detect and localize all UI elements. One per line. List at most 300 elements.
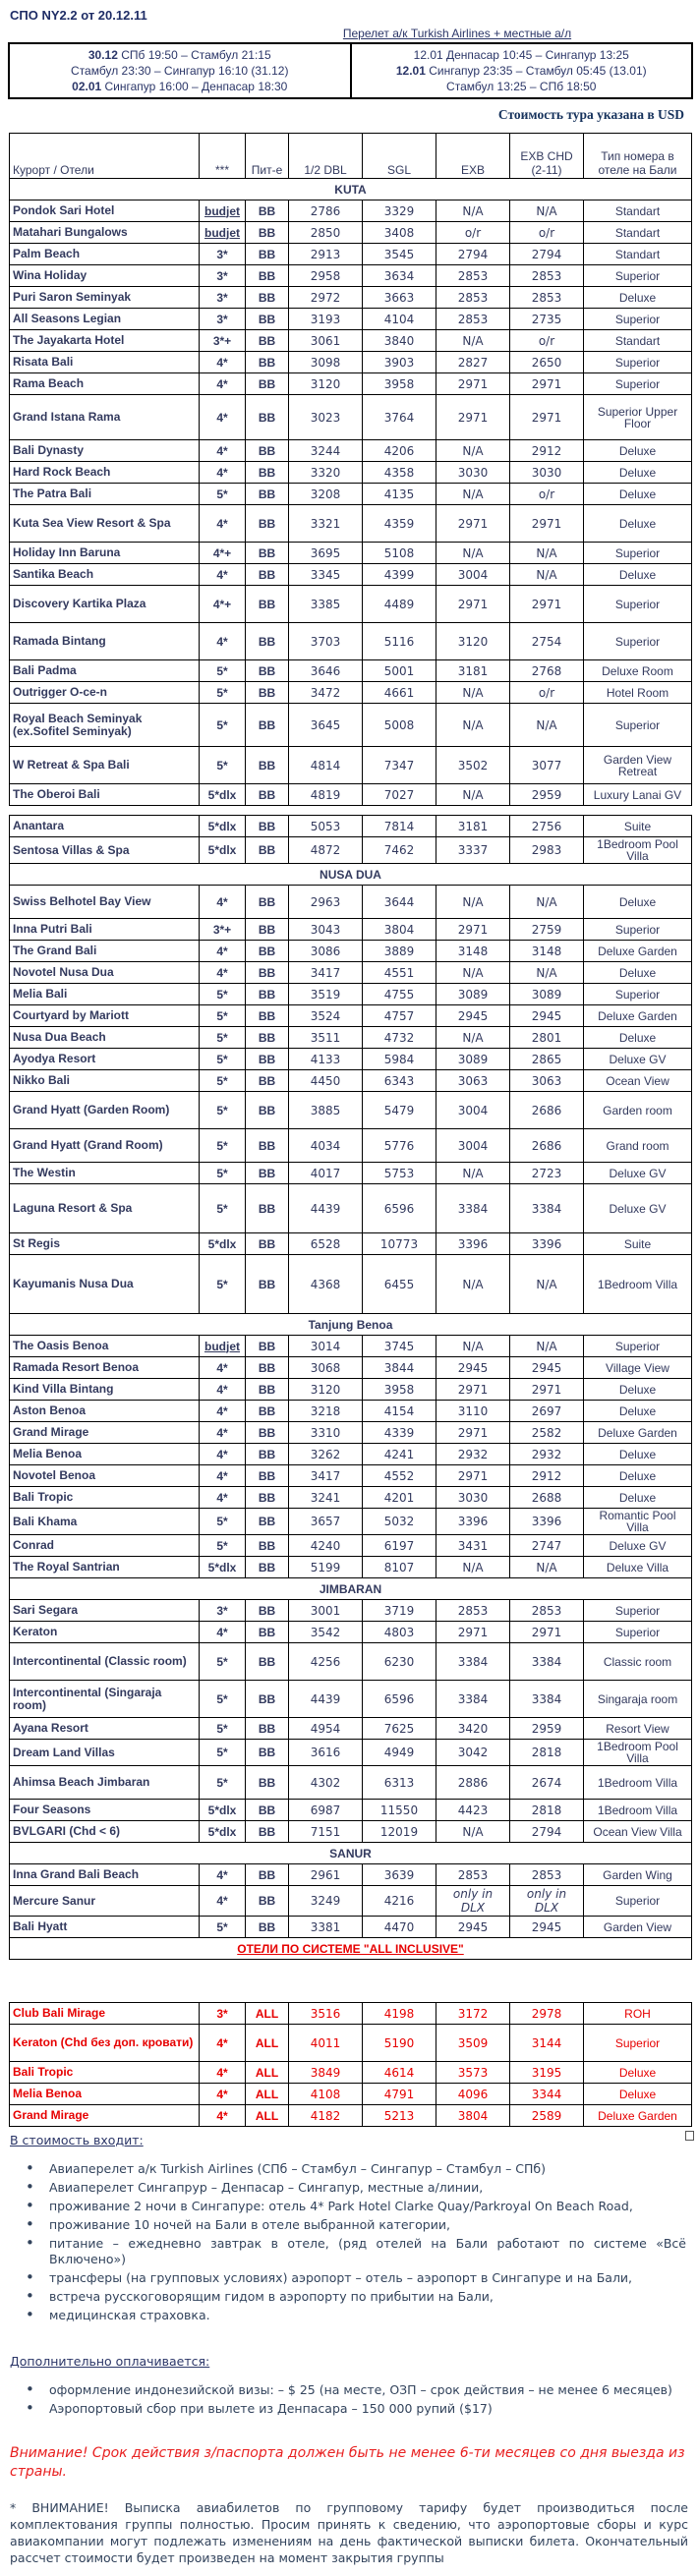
room-type-cell: Deluxe <box>584 1379 692 1401</box>
stars-value: 4* <box>216 376 228 391</box>
exb-chd-price-cell: 2971 <box>510 373 584 395</box>
room-type-cell: Deluxe <box>584 962 692 984</box>
column-header: *** <box>200 134 246 179</box>
stars-value: 4* <box>216 894 228 909</box>
dbl-price-cell: 2786 <box>289 200 363 222</box>
exb-price-cell: 3063 <box>436 1070 510 1092</box>
exb-price-cell: 3420 <box>436 1718 510 1740</box>
stars-value: 3* <box>216 1603 228 1618</box>
meal-cell: BB <box>246 265 289 287</box>
exb-price-cell: 3004 <box>436 1092 510 1129</box>
dbl-price-cell: 3310 <box>289 1422 363 1444</box>
dbl-price-cell: 2850 <box>289 222 363 244</box>
column-header: EXB <box>436 134 510 179</box>
hotel-name-cell: The Oberoi Bali <box>10 784 200 806</box>
section-header-row <box>10 1843 692 1864</box>
table-row <box>10 1357 692 1379</box>
room-type-cell: Singaraja room <box>584 1681 692 1718</box>
room-type-cell: Classic room <box>584 1643 692 1681</box>
exb-price-cell: 2971 <box>436 373 510 395</box>
table-row <box>10 1233 692 1255</box>
sgl-price-cell: 5776 <box>363 1129 436 1163</box>
dbl-price-cell: 4368 <box>289 1255 363 1314</box>
stars-cell <box>200 984 246 1005</box>
exb-chd-price-cell: 2945 <box>510 1917 584 1938</box>
section-header-row <box>10 1578 692 1600</box>
exb-chd-price-cell: 3077 <box>510 747 584 784</box>
section-title: JIMBARAN <box>10 1578 692 1600</box>
hotel-name-cell: Rama Beach <box>10 373 200 395</box>
hotel-name-cell: Bali Tropic <box>10 2062 200 2084</box>
hotel-name-cell: Grand Hyatt (Grand Room) <box>10 1129 200 1163</box>
stars-value: 3*+ <box>212 922 232 937</box>
included-item: • Авиаперелет Сингапрур – Денпасар – Сингапур, местные а/линии, <box>22 2180 686 2196</box>
sgl-price-cell: 3958 <box>363 1379 436 1401</box>
exb-price-cell: N/A <box>436 1163 510 1184</box>
meal-cell: BB <box>246 784 289 806</box>
room-type-cell: Superior <box>584 1886 692 1917</box>
room-type-cell: 1Bedroom Pool Villa <box>584 837 692 864</box>
meal-cell: BB <box>246 747 289 784</box>
exb-price-cell: N/A <box>436 962 510 984</box>
hotel-name-cell: BVLGARI (Chd < 6) <box>10 1821 200 1843</box>
meal-cell: BB <box>246 505 289 543</box>
sgl-price-cell: 5032 <box>363 1509 436 1535</box>
room-type-cell: 1Bedroom Pool Villa <box>584 1740 692 1766</box>
sgl-price-cell: 5984 <box>363 1049 436 1070</box>
stars-cell <box>200 941 246 962</box>
stars-cell <box>200 816 246 837</box>
sgl-price-cell: 7027 <box>363 784 436 806</box>
table-row <box>10 816 692 837</box>
sgl-price-cell: 6596 <box>363 1184 436 1233</box>
exb-chd-price-cell: 2794 <box>510 244 584 265</box>
hotel-name-cell: Royal Beach Seminyak (ex.Sofitel Seminyak) <box>10 704 200 747</box>
table-row <box>10 1444 692 1465</box>
meal-cell: BB <box>246 543 289 564</box>
dbl-price-cell: 3098 <box>289 352 363 373</box>
sgl-price-cell: 6343 <box>363 1070 436 1092</box>
hotel-name-cell: The Patra Bali <box>10 484 200 505</box>
exb-price-cell: N/A <box>436 440 510 462</box>
room-type-cell: Deluxe GV <box>584 1049 692 1070</box>
dbl-price-cell: 3417 <box>289 1465 363 1487</box>
exb-price-cell: N/A <box>436 682 510 704</box>
meal-cell: BB <box>246 962 289 984</box>
dbl-price-cell: 4256 <box>289 1643 363 1681</box>
room-type-cell: 1Bedroom Villa <box>584 1255 692 1314</box>
dbl-price-cell: 3645 <box>289 704 363 747</box>
exb-chd-price-cell: 2959 <box>510 784 584 806</box>
stars-cell <box>200 352 246 373</box>
column-header: Пит-е <box>246 134 289 179</box>
stars-cell <box>200 2062 246 2084</box>
room-type-cell: Deluxe GV <box>584 1535 692 1557</box>
room-type-cell: Superior <box>584 1600 692 1622</box>
room-type-cell: Deluxe GV <box>584 1184 692 1233</box>
stars-value: 5* <box>216 1775 228 1790</box>
exb-chd-price-cell: N/A <box>510 200 584 222</box>
flight-line-ret-0: 12.01 Денпасар 10:45 – Сингапур 13:25 <box>413 48 629 62</box>
exb-price-cell: only in DLX <box>436 1886 510 1917</box>
room-type-cell: Grand room <box>584 1129 692 1163</box>
table-row <box>10 2025 692 2062</box>
exb-price-cell: 3042 <box>436 1740 510 1766</box>
dbl-price-cell: 2961 <box>289 1864 363 1886</box>
dbl-price-cell: 3014 <box>289 1336 363 1357</box>
stars-cell <box>200 2084 246 2105</box>
table-row <box>10 886 692 919</box>
room-type-cell: Deluxe GV <box>584 1163 692 1184</box>
room-type-cell: Superior <box>584 1336 692 1357</box>
stars-value: 5* <box>216 758 228 773</box>
sgl-price-cell: 3804 <box>363 919 436 941</box>
dbl-price-cell: 4954 <box>289 1718 363 1740</box>
stars-value: 3* <box>216 2006 228 2021</box>
exb-price-cell: 2971 <box>436 919 510 941</box>
stars-cell <box>200 564 246 586</box>
meal-cell: BB <box>246 1535 289 1557</box>
exb-price-cell: 3431 <box>436 1535 510 1557</box>
room-type-cell: Village View <box>584 1357 692 1379</box>
dbl-price-cell: 3244 <box>289 440 363 462</box>
exb-price-cell: N/A <box>436 200 510 222</box>
stars-cell <box>200 1255 246 1314</box>
room-type-cell: Hotel Room <box>584 682 692 704</box>
exb-chd-price-cell: 2589 <box>510 2105 584 2127</box>
exb-price-cell: 3089 <box>436 984 510 1005</box>
stars-cell <box>200 919 246 941</box>
stars-cell <box>200 440 246 462</box>
stars-value: budjet <box>204 225 240 240</box>
hotel-name-cell: Sari Segara <box>10 1600 200 1622</box>
included-item: • проживание 10 ночей на Бали в отеле выбранной категории, <box>22 2217 686 2233</box>
dbl-price-cell: 3061 <box>289 330 363 352</box>
hotel-name-cell: Inna Grand Bali Beach <box>10 1864 200 1886</box>
sgl-price-cell: 4489 <box>363 586 436 623</box>
table-row <box>10 1622 692 1643</box>
sgl-price-cell: 4755 <box>363 984 436 1005</box>
table-row <box>10 1509 692 1535</box>
exb-price-cell: 2932 <box>436 1444 510 1465</box>
sgl-price-cell: 4551 <box>363 962 436 984</box>
sgl-price-cell: 3545 <box>363 244 436 265</box>
exb-chd-price-cell: 2686 <box>510 1129 584 1163</box>
table-row <box>10 1557 692 1578</box>
table-row <box>10 2062 692 2084</box>
room-type-cell: ROH <box>584 2003 692 2025</box>
room-type-cell: Deluxe <box>584 886 692 919</box>
room-type-cell: 1Bedroom Villa <box>584 1800 692 1821</box>
stars-value: 4* <box>216 634 228 649</box>
meal-cell: BB <box>246 462 289 484</box>
exb-chd-price-cell: 2801 <box>510 1027 584 1049</box>
stars-cell <box>200 1379 246 1401</box>
table-row <box>10 1336 692 1357</box>
dbl-price-cell: 3616 <box>289 1740 363 1766</box>
exb-price-cell: 2853 <box>436 287 510 309</box>
stars-cell <box>200 1535 246 1557</box>
table-gap <box>10 1960 692 2003</box>
hotel-name-cell: Conrad <box>10 1535 200 1557</box>
meal-cell: BB <box>246 1444 289 1465</box>
dbl-price-cell: 3695 <box>289 543 363 564</box>
sgl-price-cell: 4359 <box>363 505 436 543</box>
stars-cell <box>200 1465 246 1487</box>
hotel-name-cell: Matahari Bungalows <box>10 222 200 244</box>
exb-chd-price-cell: 2865 <box>510 1049 584 1070</box>
dbl-price-cell: 3218 <box>289 1401 363 1422</box>
exb-chd-price-cell: 2971 <box>510 1379 584 1401</box>
sgl-price-cell: 4104 <box>363 309 436 330</box>
exb-price-cell: 2853 <box>436 1864 510 1886</box>
meal-cell: BB <box>246 200 289 222</box>
stars-cell <box>200 1005 246 1027</box>
dbl-price-cell: 2958 <box>289 265 363 287</box>
meal-cell: BB <box>246 919 289 941</box>
stars-value: 5* <box>216 1654 228 1669</box>
dbl-price-cell: 4439 <box>289 1681 363 1718</box>
exb-chd-price-cell: 2768 <box>510 660 584 682</box>
table-row <box>10 287 692 309</box>
meal-cell: BB <box>246 1401 289 1422</box>
exb-price-cell: N/A <box>436 1336 510 1357</box>
stars-value: 5*dlx <box>207 1236 237 1251</box>
stars-value: 4* <box>216 1425 228 1440</box>
stars-value: 4* <box>216 1625 228 1639</box>
column-header: Курорт / Отели <box>10 134 200 179</box>
stars-value: 5* <box>216 663 228 678</box>
stars-value: 5*dlx <box>207 1803 237 1817</box>
stars-cell <box>200 330 246 352</box>
sgl-price-cell: 3903 <box>363 352 436 373</box>
room-type-cell: Deluxe Garden <box>584 1005 692 1027</box>
stars-cell <box>200 395 246 440</box>
meal-cell: BB <box>246 1643 289 1681</box>
table-row <box>10 2084 692 2105</box>
table-row <box>10 784 692 806</box>
final-warning: * ВНИМАНИЕ! Выписка авиабилетов по групповому тарифу будет производиться после комплектования группы полностью. Просим принять к сведению, что аэропортовые сборы и курс авиакомпании могут подлежать изменениям на день фактической выписки билета. Окончательный рассчет стоимости будет произведен на момент закрытия группы <box>10 2500 688 2565</box>
hotel-name-cell: Nikko Bali <box>10 1070 200 1092</box>
sgl-price-cell: 5116 <box>363 623 436 660</box>
sgl-price-cell: 4206 <box>363 440 436 462</box>
table-row <box>10 1681 692 1718</box>
dbl-price-cell: 3249 <box>289 1886 363 1917</box>
meal-cell: BB <box>246 373 289 395</box>
table-row <box>10 505 692 543</box>
sgl-price-cell: 5479 <box>363 1092 436 1129</box>
included-item: • трансферы (на групповых условиях) аэропорт – отель – аэропорт в Сингапуре и на Бали, <box>22 2270 686 2286</box>
meal-cell: BB <box>246 1600 289 1622</box>
table-row <box>10 1886 692 1917</box>
exb-price-cell: 3172 <box>436 2003 510 2025</box>
hotel-name-cell: Melia Bali <box>10 984 200 1005</box>
hotel-name-cell: Wina Holiday <box>10 265 200 287</box>
exb-chd-price-cell: 2945 <box>510 1005 584 1027</box>
sgl-price-cell: 4154 <box>363 1401 436 1422</box>
room-type-cell: Deluxe Villa <box>584 1557 692 1578</box>
hotel-name-cell: Ramada Resort Benoa <box>10 1357 200 1379</box>
sgl-price-cell: 4399 <box>363 564 436 586</box>
stars-cell <box>200 623 246 660</box>
exb-price-cell: 2945 <box>436 1005 510 1027</box>
sgl-price-cell: 3889 <box>363 941 436 962</box>
room-type-cell: Superior <box>584 1622 692 1643</box>
room-type-cell: Garden View Retreat <box>584 747 692 784</box>
hotel-name-cell: Ayodya Resort <box>10 1049 200 1070</box>
column-header: 1/2 DBL <box>289 134 363 179</box>
table-row <box>10 623 692 660</box>
stars-value: 4* <box>216 2087 228 2101</box>
hotel-name-cell: Club Bali Mirage <box>10 2003 200 2025</box>
room-type-cell: Deluxe Garden <box>584 941 692 962</box>
meal-cell: BB <box>246 1336 289 1357</box>
flight-line-out-2: 02.01 Сингапур 16:00 – Денпасар 18:30 <box>72 80 288 93</box>
sgl-price-cell: 12019 <box>363 1821 436 1843</box>
stars-cell <box>200 1401 246 1422</box>
stars-value: 4* <box>216 465 228 480</box>
stars-cell <box>200 682 246 704</box>
stars-cell <box>200 1129 246 1163</box>
stars-cell <box>200 886 246 919</box>
exb-chd-price-cell: 2747 <box>510 1535 584 1557</box>
dbl-price-cell: 3321 <box>289 505 363 543</box>
table-row <box>10 837 692 864</box>
extra-item: • оформление индонезийской визы: – $ 25 (на месте, ОЗП – срок действия – не менее 6 месяцев) <box>22 2382 686 2398</box>
hotel-name-cell: Dream Land Villas <box>10 1740 200 1766</box>
exb-price-cell: 3181 <box>436 816 510 837</box>
exb-chd-price-cell: 2853 <box>510 265 584 287</box>
exb-price-cell: 3148 <box>436 941 510 962</box>
included-item: • проживание 2 ночи в Сингапуре: отель 4* Park Hotel Clarke Quay/Parkroyal On Beach Road, <box>22 2199 686 2214</box>
stars-cell <box>200 1049 246 1070</box>
dbl-price-cell: 3542 <box>289 1622 363 1643</box>
flight-schedule-box <box>8 42 693 99</box>
table-row <box>10 309 692 330</box>
table-gap-cell <box>10 806 692 816</box>
dbl-price-cell: 3262 <box>289 1444 363 1465</box>
meal-cell: ALL <box>246 2025 289 2062</box>
stars-value: 4* <box>216 1403 228 1418</box>
stars-value: 4*+ <box>212 545 232 560</box>
table-row <box>10 1718 692 1740</box>
sgl-price-cell: 11550 <box>363 1800 436 1821</box>
exb-chd-price-cell: 3384 <box>510 1643 584 1681</box>
stars-value: 5* <box>216 1166 228 1180</box>
meal-cell: BB <box>246 623 289 660</box>
exb-price-cell: 2971 <box>436 586 510 623</box>
stars-value: 5* <box>216 1073 228 1088</box>
room-type-cell: Garden room <box>584 1092 692 1129</box>
table-row <box>10 1917 692 1938</box>
stars-value: 5* <box>216 1052 228 1066</box>
stars-cell <box>200 200 246 222</box>
flight-line-out-0: 30.12 СПб 19:50 – Стамбул 21:15 <box>87 48 271 62</box>
stars-cell <box>200 747 246 784</box>
exb-chd-price-cell: o/r <box>510 484 584 505</box>
dbl-price-cell: 3193 <box>289 309 363 330</box>
stars-value: 5* <box>216 487 228 501</box>
dbl-price-cell: 4814 <box>289 747 363 784</box>
room-type-cell: Superior <box>584 919 692 941</box>
exb-price-cell: 2945 <box>436 1917 510 1938</box>
dbl-price-cell: 3208 <box>289 484 363 505</box>
stars-value: 3* <box>216 312 228 326</box>
stars-value: budjet <box>204 203 240 218</box>
dbl-price-cell: 4108 <box>289 2084 363 2105</box>
sgl-price-cell: 4552 <box>363 1465 436 1487</box>
exb-price-cell: 3384 <box>436 1643 510 1681</box>
stars-value: 5*dlx <box>207 1824 237 1839</box>
room-type-cell: Superior <box>584 352 692 373</box>
room-type-cell: Superior <box>584 543 692 564</box>
exb-price-cell: 3030 <box>436 1487 510 1509</box>
meal-cell: BB <box>246 222 289 244</box>
meal-cell: BB <box>246 1864 289 1886</box>
exb-chd-price-cell: 2735 <box>510 309 584 330</box>
stars-value: budjet <box>204 1339 240 1353</box>
sgl-price-cell: 4201 <box>363 1487 436 1509</box>
sgl-price-cell: 5753 <box>363 1163 436 1184</box>
exb-price-cell: 2794 <box>436 244 510 265</box>
exb-price-cell: 2971 <box>436 1422 510 1444</box>
stars-value: 3* <box>216 290 228 305</box>
dbl-price-cell: 3885 <box>289 1092 363 1129</box>
included-item: • Авиаперелет а/к Turkish Airlines (СПб – Стамбул – Сингапур – Стамбул – СПб) <box>22 2161 686 2177</box>
room-type-cell: Deluxe <box>584 2062 692 2084</box>
section-title: KUTA <box>10 179 692 200</box>
stars-cell <box>200 244 246 265</box>
sgl-price-cell: 6313 <box>363 1766 436 1800</box>
sgl-price-cell: 4757 <box>363 1005 436 1027</box>
exb-price-cell: 2971 <box>436 505 510 543</box>
extra-list <box>8 2382 690 2417</box>
exb-chd-price-cell: 2912 <box>510 1465 584 1487</box>
exb-chd-price-cell: only in DLX <box>510 1886 584 1917</box>
exb-chd-price-cell: 3396 <box>510 1509 584 1535</box>
dbl-price-cell: 3120 <box>289 1379 363 1401</box>
exb-chd-price-cell: 2688 <box>510 1487 584 1509</box>
stars-value: 5* <box>216 1515 228 1528</box>
meal-cell: BB <box>246 287 289 309</box>
hotel-name-cell: Aston Benoa <box>10 1401 200 1422</box>
room-type-cell: Standart <box>584 222 692 244</box>
dbl-price-cell: 4439 <box>289 1184 363 1233</box>
stars-value: 5* <box>216 1538 228 1553</box>
room-type-cell: Deluxe Room <box>584 660 692 682</box>
hotel-name-cell: Sentosa Villas & Spa <box>10 837 200 864</box>
exb-chd-price-cell: 2971 <box>510 586 584 623</box>
stars-cell <box>200 1487 246 1509</box>
table-row <box>10 244 692 265</box>
exb-chd-price-cell: 2686 <box>510 1092 584 1129</box>
hotel-name-cell: Bali Tropic <box>10 1487 200 1509</box>
extra-heading: Дополнительно оплачивается: <box>10 2354 210 2369</box>
dbl-price-cell: 3001 <box>289 1600 363 1622</box>
exb-chd-price-cell: N/A <box>510 886 584 919</box>
hotel-name-cell: Intercontinental (Classic room) <box>10 1643 200 1681</box>
section-title: NUSA DUA <box>10 864 692 886</box>
stars-cell <box>200 1821 246 1843</box>
stars-value: 5* <box>216 987 228 1002</box>
room-type-cell: Standart <box>584 330 692 352</box>
dbl-price-cell: 7151 <box>289 1821 363 1843</box>
sgl-price-cell: 5190 <box>363 2025 436 2062</box>
dbl-price-cell: 4872 <box>289 837 363 864</box>
exb-chd-price-cell: N/A <box>510 1336 584 1357</box>
exb-price-cell: 3004 <box>436 564 510 586</box>
dbl-price-cell: 4133 <box>289 1049 363 1070</box>
